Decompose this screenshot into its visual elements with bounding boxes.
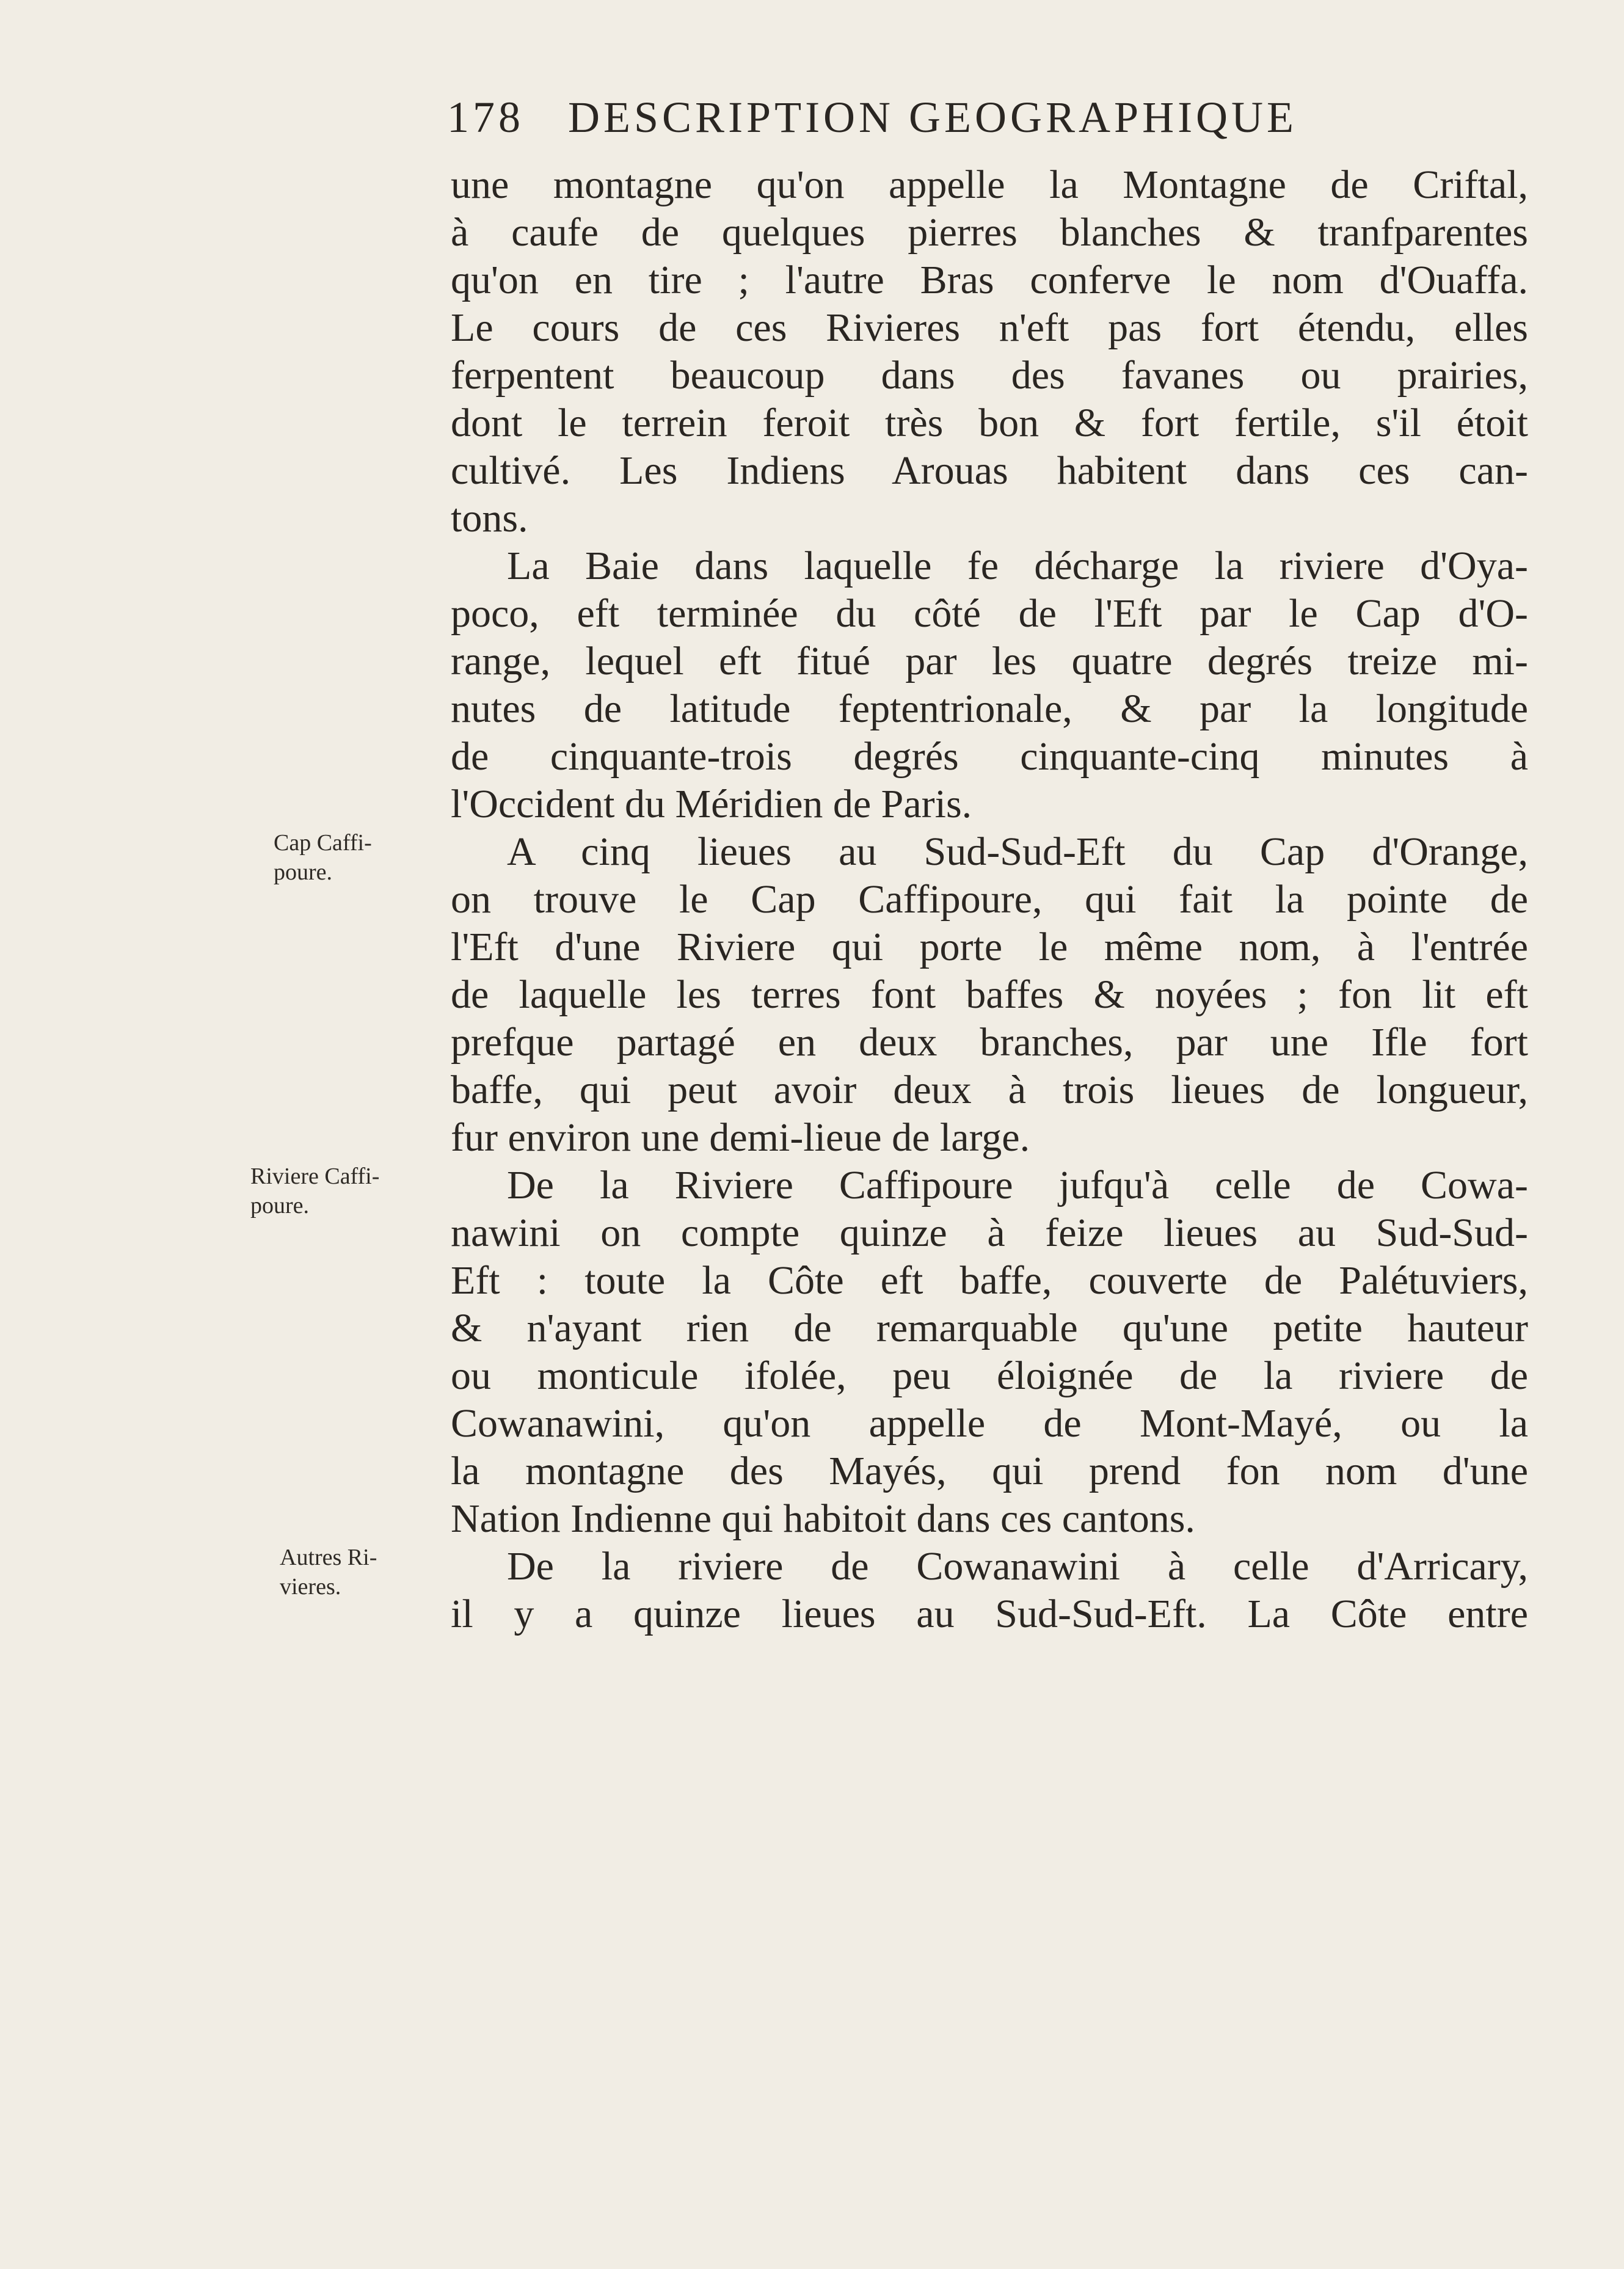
text-line: De la Riviere Caffipoure jufqu'à celle de Cowa- [507,1163,1528,1207]
text-line: la montagne des Mayés, qui prend fon nom d'une [451,1449,1528,1493]
text-line: & n'ayant rien de remarquable qu'une petite hauteur [451,1306,1528,1350]
margin-note-line: Cap Caffi- [274,830,372,856]
running-header [447,87,1528,148]
text-line: dont le terrein feroit très bon & fort fertile, s'il étoit [451,401,1528,445]
text-line: fur environ une demi-lieue de large. [451,1115,1030,1160]
text-line: La Baie dans laquelle fe décharge la riviere d'Oya- [507,544,1528,588]
text-line: prefque partagé en deux branches, par une Ifle fort [451,1020,1528,1065]
text-line: Cowanawini, qu'on appelle de Mont-Mayé, ou la [451,1401,1528,1446]
text-line: tons. [451,496,528,541]
text-line: ferpentent beaucoup dans des favanes ou prairies, [451,353,1528,398]
text-line: poco, eft terminée du côté de l'Eft par le Cap d'O- [451,591,1528,636]
text-line: cultivé. Les Indiens Arouas habitent dans ces can- [451,448,1528,493]
text-line: à caufe de quelques pierres blanches & tranfparentes [451,210,1528,255]
text-line: Eft : toute la Côte eft baffe, couverte de Palétuviers, [451,1258,1528,1303]
text-line: l'Occident du Méridien de Paris. [451,782,972,826]
page-number: 178 [447,93,524,142]
text-line: une montagne qu'on appelle la Montagne de Criftal, [451,162,1528,207]
text-line: nutes de latitude feptentrionale, & par la longitude [451,687,1528,731]
text-line: De la riviere de Cowanawini à celle d'Arricary, [507,1544,1528,1589]
margin-note-line: Autres Ri- [280,1545,377,1570]
text-line: Nation Indienne qui habitoit dans ces cantons. [451,1496,1195,1541]
text-line: baffe, qui peut avoir deux à trois lieues de longueur, [451,1068,1528,1112]
margin-note-line: poure. [274,859,333,885]
text-line: nawini on compte quinze à feize lieues au Sud-Sud- [451,1211,1528,1255]
margin-note-line: Riviere Caffi- [250,1164,380,1189]
text-line: de laquelle les terres font baffes & noyées ; fon lit eft [451,972,1528,1017]
text-line: Le cours de ces Rivieres n'eft pas fort étendu, elles [451,305,1528,350]
text-line: A cinq lieues au Sud-Sud-Eft du Cap d'Orange, [507,829,1528,874]
text-line: il y a quinze lieues au Sud-Sud-Eft. La Côte entre [451,1592,1528,1636]
margin-note-line: vieres. [280,1574,341,1600]
text-line: ou monticule ifolée, peu éloignée de la riviere de [451,1353,1528,1398]
text-line: l'Eft d'une Riviere qui porte le même nom, à l'entrée [451,925,1528,969]
margin-note-line: poure. [250,1193,310,1218]
text-line: on trouve le Cap Caffipoure, qui fait la pointe de [451,877,1528,922]
text-line: qu'on en tire ; l'autre Bras conferve le nom d'Ouaffa. [451,258,1528,302]
text-line: de cinquante-trois degrés cinquante-cinq minutes à [451,734,1528,779]
running-title: DESCRIPTION GEOGRAPHIQUE [568,93,1298,142]
text-line: range, lequel eft fitué par les quatre degrés treize mi- [451,639,1528,683]
